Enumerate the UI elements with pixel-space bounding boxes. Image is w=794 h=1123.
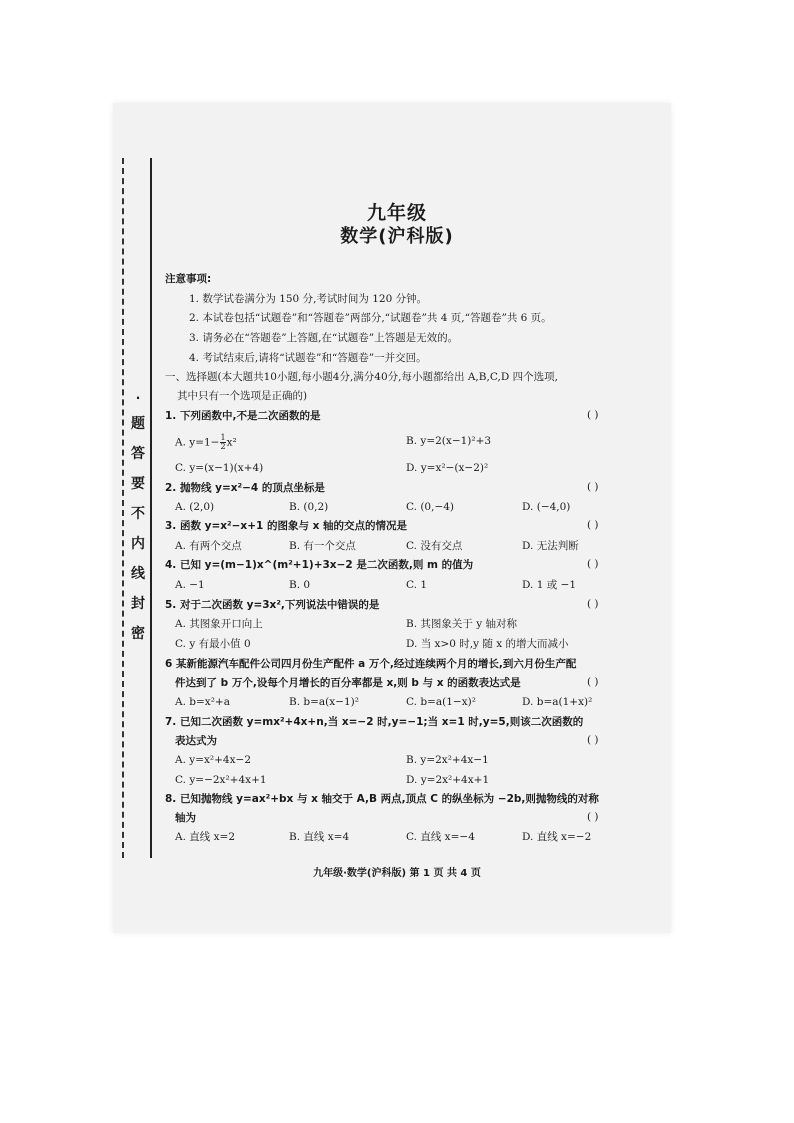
seal-notice: · 题 答 要 不 内 线 封 密 <box>126 393 150 649</box>
q3-option-d: D. 无法判断 <box>522 540 579 552</box>
q3-option-a: A. 有两个交点 <box>175 540 242 552</box>
note-item: 4. 考试结束后,请将“试题卷”和“答题卷”一并交回。 <box>189 352 427 364</box>
question-7-stem-cont: 表达式为 <box>175 735 217 747</box>
q4-option-c: C. 1 <box>406 579 428 591</box>
q4-option-a: A. −1 <box>175 579 205 591</box>
q6-option-c: C. b=a(1−x)² <box>406 696 476 708</box>
question-8-stem: 8. 已知抛物线 y=ax²+bx 与 x 轴交于 A,B 两点,顶点 C 的纵坐标为 −2b,则抛物线的对称 <box>165 793 599 805</box>
question-1-stem: 1. 下列函数中,不是二次函数的是 <box>165 410 321 422</box>
q7-option-c: C. y=−2x²+4x+1 <box>175 774 267 786</box>
q3-option-c: C. 没有交点 <box>406 540 463 552</box>
seal-char: 封 <box>131 596 145 612</box>
q5-option-c: C. y 有最小值 0 <box>175 638 251 650</box>
q4-option-d: D. 1 或 −1 <box>522 579 577 591</box>
question-7-stem: 7. 已知二次函数 y=mx²+4x+n,当 x=−2 时,y=−1;当 x=1 时,y=5,则该二次函数的 <box>165 716 584 728</box>
answer-blank: ( ) <box>587 676 599 688</box>
q8-option-a: A. 直线 x=2 <box>175 831 235 843</box>
q5-option-b: B. 其图象关于 y 轴对称 <box>406 618 517 630</box>
fraction: $\frac{1}{2}$ <box>220 433 226 451</box>
answer-blank: ( ) <box>587 558 599 570</box>
section-heading: 一、选择题(本大题共10小题,每小题4分,满分40分,每小题都给出 A,B,C,D 四个选项, <box>165 371 558 383</box>
note-item: 2. 本试卷包括“试题卷”和“答题卷”两部分,“试题卷”共 4 页,“答题卷”共 6 页。 <box>189 312 552 324</box>
answer-blank: ( ) <box>587 481 599 493</box>
question-6-stem-cont: 件达到了 b 万个,设每个月增长的百分率都是 x,则 b 与 x 的函数表达式是 <box>175 677 521 689</box>
q3-option-b: B. 有一个交点 <box>289 540 356 552</box>
q2-option-c: C. (0,−4) <box>406 501 455 513</box>
seal-char: 内 <box>131 536 145 552</box>
q4-option-b: B. 0 <box>289 579 311 591</box>
q5-option-a: A. 其图象开口向上 <box>175 618 263 630</box>
q7-option-b: B. y=2x²+4x−1 <box>406 754 489 766</box>
seal-char: 密 <box>131 626 145 642</box>
question-5-stem: 5. 对于二次函数 y=3x²,下列说法中错误的是 <box>165 599 380 611</box>
q5-option-d: D. 当 x>0 时,y 随 x 的增大而减小 <box>406 638 569 650</box>
binding-line <box>150 158 152 858</box>
question-6-stem: 6 某新能源汽车配件公司四月份生产配件 a 万个,经过连续两个月的增长,到六月份生产配 <box>165 658 577 670</box>
q6-option-d: D. b=a(1+x)² <box>522 696 593 708</box>
q7-option-d: D. y=2x²+4x+1 <box>406 774 490 786</box>
answer-blank: ( ) <box>587 734 599 746</box>
q7-option-a: A. y=x²+4x−2 <box>175 754 251 766</box>
q2-option-a: A. (2,0) <box>175 501 215 513</box>
seal-char: 线 <box>131 566 145 582</box>
answer-blank: ( ) <box>587 598 599 610</box>
seal-char: 答 <box>131 446 145 462</box>
q2-option-d: D. (−4,0) <box>522 501 571 513</box>
notes-title: 注意事项: <box>165 273 212 285</box>
grade-title: 九年级 <box>366 202 427 224</box>
answer-blank: ( ) <box>587 811 599 823</box>
q1-option-d: D. y=x²−(x−2)² <box>406 462 489 474</box>
page-footer: 九年级·数学(沪科版) 第 1 页 共 4 页 <box>313 868 481 879</box>
question-2-stem: 2. 抛物线 y=x²−4 的顶点坐标是 <box>165 482 325 494</box>
seal-char: 要 <box>131 476 145 492</box>
q1-option-c: C. y=(x−1)(x+4) <box>175 462 264 474</box>
q6-option-a: A. b=x²+a <box>175 696 230 708</box>
cut-line-dashed <box>122 158 124 858</box>
q8-option-c: C. 直线 x=−4 <box>406 831 475 843</box>
q2-option-b: B. (0,2) <box>289 501 329 513</box>
q8-option-d: D. 直线 x=−2 <box>522 831 592 843</box>
q8-option-b: B. 直线 x=4 <box>289 831 350 843</box>
question-3-stem: 3. 函数 y=x²−x+1 的图象与 x 轴的交点的情况是 <box>165 520 408 532</box>
note-item: 1. 数学试卷满分为 150 分,考试时间为 120 分钟。 <box>189 293 428 305</box>
note-item: 3. 请务必在“答题卷”上答题,在“试题卷”上答题是无效的。 <box>189 332 459 344</box>
question-8-stem-cont: 轴为 <box>175 812 196 824</box>
seal-char: 题 <box>131 416 145 432</box>
subject-title: 数学(沪科版) <box>340 226 454 247</box>
q1-option-b: B. y=2(x−1)²+3 <box>406 435 492 447</box>
answer-blank: ( ) <box>587 409 599 421</box>
seal-char: 不 <box>131 506 145 522</box>
q1-option-a: A. y=1− $\frac{1}{2}$ x² <box>175 433 237 451</box>
question-4-stem: 4. 已知 y=(m−1)x^(m²+1)+3x−2 是二次函数,则 m 的值为 <box>165 559 474 571</box>
answer-blank: ( ) <box>587 519 599 531</box>
q6-option-b: B. b=a(x−1)² <box>289 696 359 708</box>
section-heading-cont: 其中只有一个选项是正确的) <box>177 390 308 402</box>
